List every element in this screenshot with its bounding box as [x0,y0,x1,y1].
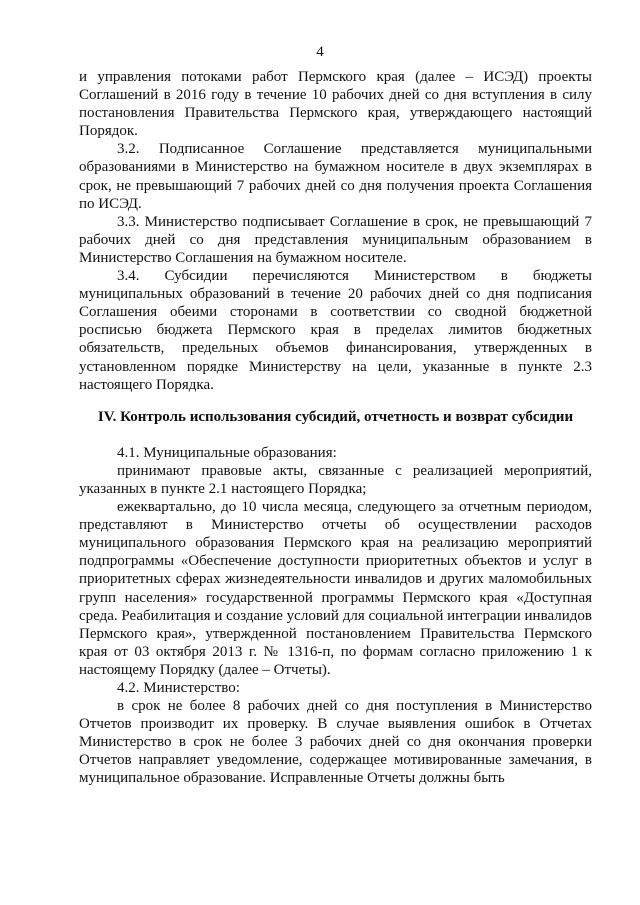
page-number: 4 [316,44,324,60]
paragraph-3-3: 3.3. Министерство подписывает Соглашение в срок, не превышающий 7 рабочих дней со дня представления муниципальным образованием в Министерство Соглашения на бумажном носителе. [79,213,592,266]
paragraph-4-1: 4.1. Муниципальные образования: [117,444,337,461]
document-body [79,68,592,788]
paragraph-4-2: 4.2. Министерство: [117,680,240,696]
paragraph-continuation: и управления потоками работ Пермского края (далее – ИСЭД) проекты Соглашений в 2016 году в течение 10 рабочих дней со дня вступления в силу постановления Правительства Пермского края, утверждающего настоящий Порядок. [79,69,592,140]
paragraph-4-1-item-1: принимают правовые акты, связанные с реализацией мероприятий, указанных в пункте 2.1 настоящего Порядка; [79,462,592,497]
paragraph-3-2: 3.2. Подписанное Соглашение представляется муниципальными образованиями в Министерство на бумажном носителе в двух экземплярах в срок, не превышающий 7 рабочих дней со дня получения проекта Соглашения по ИСЭД. [79,141,592,212]
paragraph-4-2-item-1: в срок не более 8 рабочих дней со дня поступления в Министерство Отчетов производит их проверку. В случае выявления ошибок в Отчетах Министерство в срок не более 3 рабочих дней со дня окончания проверки Отчетов направляет уведомление, содержащее мотивированные замечания, в муниципальное образование. Исправленные Отчеты должны быть [79,698,592,787]
section-heading: IV. Контроль использования субсидий, отчетность и возврат субсидии [97,408,574,425]
paragraph-3-4: 3.4. Субсидии перечисляются Министерством в бюджеты муниципальных образований в течение 20 рабочих дней со дня подписания Соглашения обеими сторонами в соответствии со сводной бюджетной росписью бюджета Пермского края в пределах лимитов бюджетных обязательств, предельных объемов финансирования, утвержденных в установленном порядке Министерству на цели, указанные в пункте 2.3 настоящего Порядка. [79,268,592,393]
paragraph-4-1-item-2: ежеквартально, до 10 числа месяца, следующего за отчетным периодом, представляют в Министерство отчеты об осуществлении расходов муниципального образования Пермского края на реализацию мероприятий подпрограммы «Обеспечение доступности приоритетных объектов и услуг в приоритетных сферах жизнедеятельности инвалидов и других маломобильных групп населения» государственной программы Пермского края «Доступная среда. Реабилитация и создание условий для социальной интеграции инвалидов Пермского края», утвержденной постановлением Правительства Пермского края от 03 октября 2013 г. № 1316-п, по формам согласно приложению 1 к настоящему Порядку (далее – Отчеты). [79,499,592,678]
